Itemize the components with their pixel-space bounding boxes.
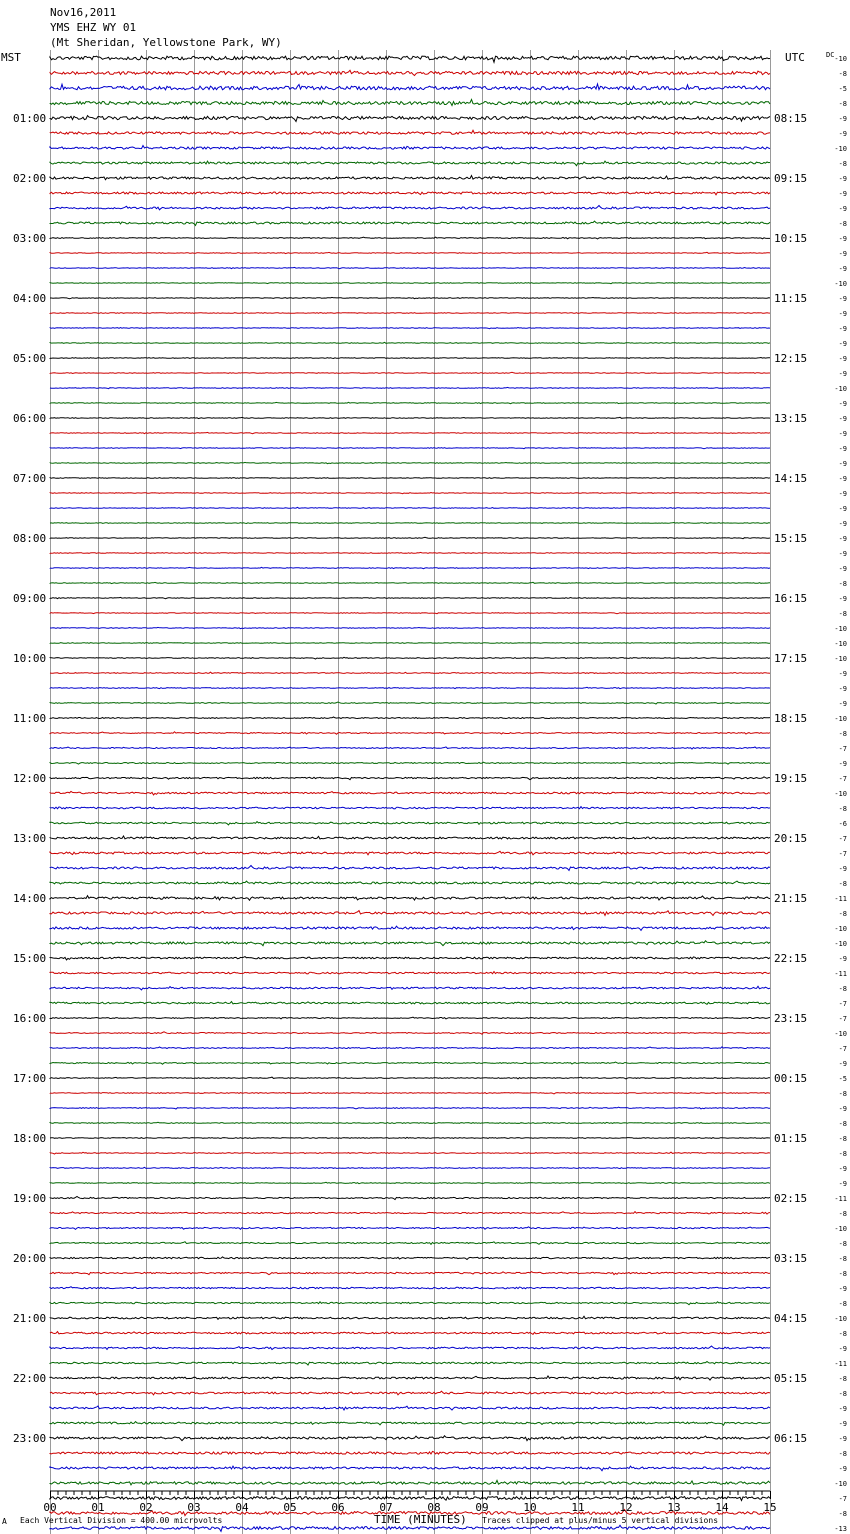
x-tick-label: 11 [571, 1501, 585, 1514]
dc-offset-label: -8 [838, 910, 847, 918]
dc-offset-label: -6 [838, 820, 847, 828]
dc-offset-label: -9 [838, 370, 847, 378]
seismic-trace [50, 221, 770, 225]
dc-offset-label: -9 [838, 760, 847, 768]
seismic-trace [50, 552, 770, 553]
seismic-trace [50, 358, 770, 359]
dc-offset-label: -9 [838, 430, 847, 438]
dc-offset-label: -10 [834, 1315, 847, 1323]
dc-offset-label: -9 [838, 295, 847, 303]
x-tick-label: 10 [523, 1501, 537, 1514]
seismic-trace [50, 252, 770, 253]
mst-hour-label: 21:00 [13, 1312, 47, 1325]
utc-hour-label: 02:15 [774, 1192, 808, 1205]
dc-offset-label: -11 [834, 895, 847, 903]
seismic-trace [50, 1287, 770, 1289]
seismic-trace [50, 791, 770, 795]
seismic-trace [50, 1332, 770, 1335]
dc-offset-label: -10 [834, 145, 847, 153]
mst-hour-label: 18:00 [13, 1132, 47, 1145]
mst-label: MST [1, 51, 21, 64]
dc-offset-label: -11 [834, 970, 847, 978]
dc-offset-label: -8 [838, 160, 847, 168]
seismic-trace [50, 1047, 770, 1049]
dc-offset-label: -7 [838, 1045, 847, 1053]
dc-label: DC [826, 51, 835, 59]
header-station: YMS EHZ WY 01 [50, 21, 137, 34]
seismic-trace [50, 1002, 770, 1005]
dc-offset-label: -9 [838, 550, 847, 558]
dc-offset-label: -8 [838, 1090, 847, 1098]
dc-offset-label: -8 [838, 730, 847, 738]
dc-offset-label: -9 [838, 130, 847, 138]
dc-offset-label: -9 [838, 1405, 847, 1413]
dc-offset-label: -8 [838, 580, 847, 588]
seismic-trace [50, 597, 770, 598]
dc-offset-label: -9 [838, 595, 847, 603]
seismic-trace [50, 342, 770, 343]
utc-hour-label: 19:15 [774, 772, 808, 785]
seismic-trace [50, 1122, 770, 1123]
dc-offset-label: -9 [838, 505, 847, 513]
seismic-trace [50, 161, 770, 166]
seismic-trace [50, 297, 770, 298]
seismic-trace [50, 1032, 770, 1034]
dc-offset-label: -8 [838, 1120, 847, 1128]
mst-hour-label: 12:00 [13, 772, 47, 785]
dc-offset-label: -10 [834, 940, 847, 948]
dc-offset-label: -9 [838, 415, 847, 423]
utc-hour-label: 15:15 [774, 532, 808, 545]
seismic-trace [50, 1346, 770, 1350]
mst-hour-label: 15:00 [13, 952, 47, 965]
dc-offset-label: -10 [834, 1030, 847, 1038]
x-tick-label: 00 [43, 1501, 57, 1514]
seismic-trace [50, 1497, 770, 1501]
x-axis [43, 1491, 776, 1514]
dc-offset-label: -8 [838, 985, 847, 993]
scale-note: Each Vertical Division = 400.00 microvolts [20, 1516, 223, 1525]
x-tick-label: 03 [187, 1501, 201, 1514]
dc-offset-label: -9 [838, 1165, 847, 1173]
dc-offset-label: -9 [838, 1060, 847, 1068]
dc-offset-label: -11 [834, 1195, 847, 1203]
mst-hour-label: 22:00 [13, 1372, 47, 1385]
dc-offset-label: -9 [838, 475, 847, 483]
seismic-trace [50, 717, 770, 719]
mst-hour-label: 09:00 [13, 592, 47, 605]
seismic-trace [50, 146, 770, 150]
seismic-trace [50, 1466, 770, 1471]
seismic-trace [50, 372, 770, 373]
seismic-trace [50, 537, 770, 538]
mst-hour-label: 16:00 [13, 1012, 47, 1025]
dc-offset-label: -9 [838, 520, 847, 528]
dc-offset-label: -10 [834, 625, 847, 633]
dc-offset-label: -9 [838, 1465, 847, 1473]
mst-hour-label: 11:00 [13, 712, 47, 725]
hour-labels [13, 55, 847, 1534]
seismic-trace [50, 762, 770, 764]
dc-offset-label: -10 [834, 925, 847, 933]
mst-hour-label: 23:00 [13, 1432, 47, 1445]
seismic-trace [50, 1107, 770, 1109]
dc-offset-label: -9 [838, 685, 847, 693]
dc-offset-label: -9 [838, 205, 847, 213]
dc-offset-label: -9 [838, 700, 847, 708]
mst-hour-label: 02:00 [13, 172, 47, 185]
dc-offset-label: -10 [834, 655, 847, 663]
seismic-trace [50, 1077, 770, 1079]
dc-offset-label: -8 [838, 1150, 847, 1158]
dc-offset-label: -9 [838, 325, 847, 333]
seismic-trace [50, 941, 770, 946]
x-tick-label: 04 [235, 1501, 249, 1514]
seismic-trace [50, 1182, 770, 1183]
dc-offset-label: -10 [834, 280, 847, 288]
dc-offset-label: -8 [838, 880, 847, 888]
dc-offset-label: -8 [838, 220, 847, 228]
seismic-trace [50, 176, 770, 180]
seismic-trace [50, 432, 770, 433]
dc-offset-label: -9 [838, 340, 847, 348]
dc-offset-label: -9 [838, 670, 847, 678]
dc-offset-label: -8 [838, 1135, 847, 1143]
dc-offset-label: -11 [834, 1360, 847, 1368]
dc-offset-label: -9 [838, 190, 847, 198]
seismic-trace [50, 478, 770, 479]
seismic-trace [50, 1316, 770, 1319]
dc-offset-label: -7 [838, 1000, 847, 1008]
seismic-trace [50, 881, 770, 884]
mst-hour-label: 07:00 [13, 472, 47, 485]
seismic-trace [50, 807, 770, 809]
seismic-trace [50, 313, 770, 314]
seismic-trace [50, 926, 770, 930]
seismic-trace [50, 70, 770, 75]
dc-offset-label: -5 [838, 85, 847, 93]
seismic-trace [50, 1242, 770, 1245]
footer-mark: A [2, 1517, 7, 1526]
seismic-trace [50, 851, 770, 855]
seismic-trace [50, 1422, 770, 1426]
seismic-trace [50, 116, 770, 122]
mst-hour-label: 03:00 [13, 232, 47, 245]
dc-offset-label: -10 [834, 640, 847, 648]
seismic-trace [50, 911, 770, 916]
dc-offset-label: -9 [838, 955, 847, 963]
mst-hour-label: 14:00 [13, 892, 47, 905]
utc-hour-label: 17:15 [774, 652, 808, 665]
seismic-trace [50, 627, 770, 628]
seismic-trace [50, 1152, 770, 1154]
mst-hour-label: 05:00 [13, 352, 47, 365]
dc-offset-label: -7 [838, 835, 847, 843]
mst-hour-label: 08:00 [13, 532, 47, 545]
seismic-trace [50, 732, 770, 734]
seismic-trace [50, 567, 770, 568]
seismic-trace [50, 130, 770, 134]
x-tick-label: 01 [91, 1501, 105, 1514]
dc-offset-label: -10 [834, 385, 847, 393]
seismic-trace [50, 448, 770, 449]
dc-offset-label: -7 [838, 850, 847, 858]
dc-offset-label: -9 [838, 445, 847, 453]
mst-hour-label: 01:00 [13, 112, 47, 125]
x-tick-label: 15 [763, 1501, 777, 1514]
dc-offset-label: -8 [838, 1240, 847, 1248]
seismic-trace [50, 702, 770, 704]
dc-offset-label: -9 [838, 250, 847, 258]
seismic-trace [50, 1436, 770, 1441]
utc-label: UTC [785, 51, 805, 64]
mst-hour-label: 06:00 [13, 412, 47, 425]
x-tick-label: 12 [619, 1501, 633, 1514]
seismic-trace [50, 56, 770, 62]
dc-offset-label: -10 [834, 790, 847, 798]
utc-hour-label: 03:15 [774, 1252, 808, 1265]
x-tick-label: 13 [667, 1501, 681, 1514]
dc-offset-label: -8 [838, 70, 847, 78]
dc-offset-label: -7 [838, 1015, 847, 1023]
x-tick-label: 07 [379, 1501, 393, 1514]
seismic-trace [50, 866, 770, 871]
utc-hour-label: 22:15 [774, 952, 808, 965]
seismic-trace [50, 328, 770, 329]
x-tick-label: 08 [427, 1501, 441, 1514]
seismic-trace [50, 267, 770, 268]
x-tick-label: 14 [715, 1501, 729, 1514]
dc-offset-label: -8 [838, 1390, 847, 1398]
utc-hour-label: 18:15 [774, 712, 808, 725]
dc-offset-label: -9 [838, 535, 847, 543]
dc-offset-label: -9 [838, 400, 847, 408]
utc-hour-label: 08:15 [774, 112, 808, 125]
mst-hour-label: 17:00 [13, 1072, 47, 1085]
dc-offset-label: -10 [834, 55, 847, 63]
seismic-trace [50, 687, 770, 688]
seismic-trace [50, 582, 770, 583]
seismic-trace [50, 462, 770, 463]
dc-offset-label: -9 [838, 565, 847, 573]
dc-offset-label: -9 [838, 175, 847, 183]
utc-hour-label: 06:15 [774, 1432, 808, 1445]
x-axis-title: TIME (MINUTES) [374, 1513, 467, 1526]
seismic-trace [50, 417, 770, 418]
dc-offset-label: -8 [838, 805, 847, 813]
seismic-trace [50, 972, 770, 974]
seismic-trace [50, 747, 770, 749]
seismic-trace [50, 1480, 770, 1485]
seismic-trace [50, 100, 770, 106]
seismic-trace [50, 1227, 770, 1230]
utc-hour-label: 11:15 [774, 292, 808, 305]
dc-offset-label: -8 [838, 1300, 847, 1308]
seismic-trace [50, 1376, 770, 1380]
seismic-trace [50, 1451, 770, 1454]
utc-hour-label: 14:15 [774, 472, 808, 485]
dc-offset-label: -8 [838, 1210, 847, 1218]
mst-hour-label: 20:00 [13, 1252, 47, 1265]
seismic-trace [50, 192, 770, 195]
x-tick-label: 05 [283, 1501, 297, 1514]
dc-offset-label: -10 [834, 715, 847, 723]
dc-offset-label: -9 [838, 1345, 847, 1353]
x-tick-label: 06 [331, 1501, 345, 1514]
seismic-trace [50, 402, 770, 403]
utc-hour-label: 09:15 [774, 172, 808, 185]
dc-offset-label: -9 [838, 490, 847, 498]
dc-offset-label: -8 [838, 1510, 847, 1518]
seismic-trace [50, 643, 770, 644]
utc-hour-label: 23:15 [774, 1012, 808, 1025]
dc-offset-label: -9 [838, 310, 847, 318]
utc-hour-label: 00:15 [774, 1072, 808, 1085]
seismic-trace [50, 1302, 770, 1305]
dc-offset-label: -5 [838, 1075, 847, 1083]
seismic-trace [50, 613, 770, 614]
dc-offset-label: -9 [838, 355, 847, 363]
dc-offset-label: -9 [838, 1105, 847, 1113]
utc-hour-label: 21:15 [774, 892, 808, 905]
dc-offset-label: -9 [838, 865, 847, 873]
utc-hour-label: 16:15 [774, 592, 808, 605]
seismic-trace [50, 1362, 770, 1366]
seismic-trace [50, 283, 770, 284]
mst-hour-label: 19:00 [13, 1192, 47, 1205]
utc-hour-label: 13:15 [774, 412, 808, 425]
trace-group [50, 56, 770, 1534]
dc-offset-label: -8 [838, 1255, 847, 1263]
dc-offset-label: -9 [838, 265, 847, 273]
utc-hour-label: 01:15 [774, 1132, 808, 1145]
dc-offset-label: -9 [838, 115, 847, 123]
dc-offset-label: -8 [838, 1270, 847, 1278]
dc-offset-label: -10 [834, 1480, 847, 1488]
x-tick-label: 09 [475, 1501, 489, 1514]
seismic-trace [50, 1137, 770, 1138]
mst-hour-label: 10:00 [13, 652, 47, 665]
seismic-trace [50, 1197, 770, 1200]
seismic-trace [50, 822, 770, 825]
seismic-trace [50, 777, 770, 780]
dc-offset-label: -10 [834, 1225, 847, 1233]
dc-offset-label: -9 [838, 1435, 847, 1443]
utc-hour-label: 12:15 [774, 352, 808, 365]
dc-offset-label: -9 [838, 460, 847, 468]
dc-offset-label: -8 [838, 100, 847, 108]
dc-offset-label: -8 [838, 610, 847, 618]
seismic-trace [50, 84, 770, 90]
dc-offset-label: -8 [838, 1450, 847, 1458]
seismic-trace [50, 493, 770, 494]
seismic-trace [50, 1092, 770, 1094]
dc-offset-label: -13 [834, 1525, 847, 1533]
seismic-trace [50, 1017, 770, 1019]
dc-offset-label: -8 [838, 1330, 847, 1338]
clip-note: Traces clipped at plus/minus 5 vertical divisions [482, 1516, 719, 1525]
dc-offset-label: -9 [838, 1180, 847, 1188]
dc-offset-label: -9 [838, 235, 847, 243]
seismic-trace [50, 657, 770, 659]
x-tick-label: 02 [139, 1501, 153, 1514]
seismic-trace [50, 1391, 770, 1395]
utc-hour-label: 20:15 [774, 832, 808, 845]
seismic-trace [50, 1272, 770, 1275]
seismic-trace [50, 986, 770, 990]
dc-offset-label: -9 [838, 1420, 847, 1428]
dc-offset-label: -7 [838, 775, 847, 783]
mst-hour-label: 04:00 [13, 292, 47, 305]
dc-offset-label: -7 [838, 745, 847, 753]
mst-hour-label: 13:00 [13, 832, 47, 845]
seismic-trace [50, 523, 770, 524]
seismic-trace [50, 1062, 770, 1064]
seismic-trace [50, 896, 770, 901]
seismic-trace [50, 1257, 770, 1260]
utc-hour-label: 10:15 [774, 232, 808, 245]
header-location: (Mt Sheridan, Yellowstone Park, WY) [50, 36, 282, 49]
seismic-trace [50, 237, 770, 239]
seismic-trace [50, 387, 770, 388]
seismic-trace [50, 507, 770, 508]
seismic-trace [50, 957, 770, 960]
seismic-trace [50, 836, 770, 839]
header-date: Nov16,2011 [50, 6, 117, 19]
utc-hour-label: 04:15 [774, 1312, 808, 1325]
seismic-trace [50, 1167, 770, 1168]
seismic-trace [50, 672, 770, 673]
dc-offset-label: -7 [838, 1495, 847, 1503]
dc-offset-label: -9 [838, 1285, 847, 1293]
seismic-trace [50, 1406, 770, 1410]
dc-offset-label: -8 [838, 1375, 847, 1383]
utc-hour-label: 05:15 [774, 1372, 808, 1385]
seismic-trace [50, 1212, 770, 1215]
seismic-trace [50, 1525, 770, 1531]
seismic-trace [50, 206, 770, 210]
